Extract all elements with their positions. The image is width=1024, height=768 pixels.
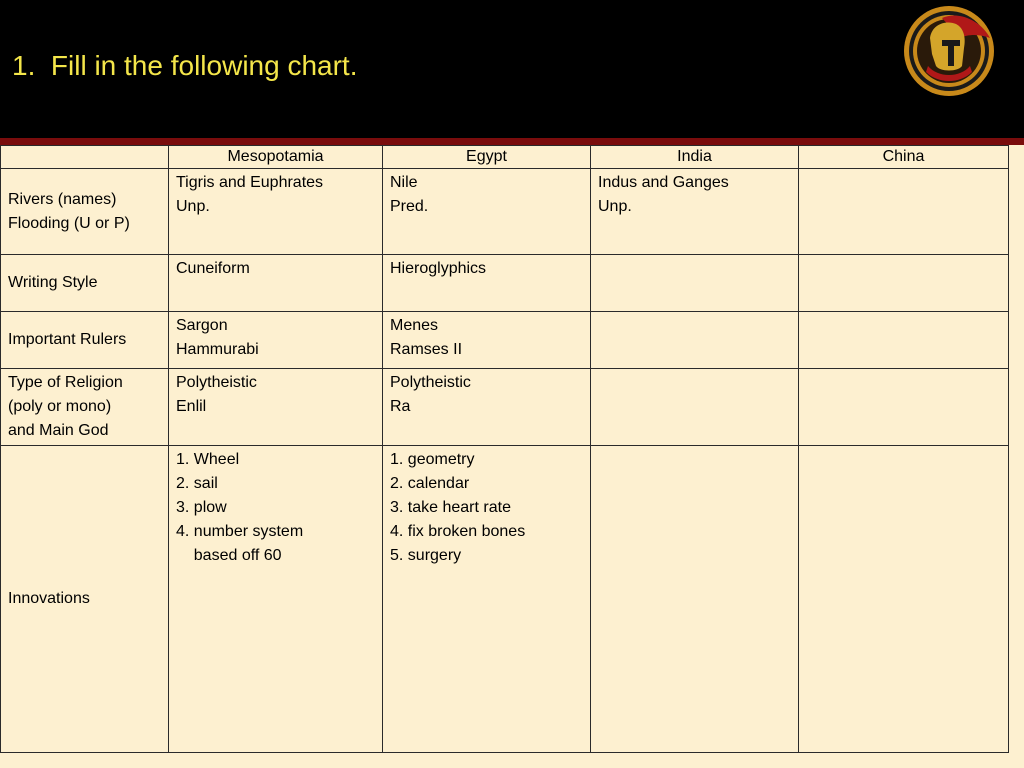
row-header-rivers [1,169,169,255]
cell-india-innovations [591,446,799,753]
cell-mesopotamia-religion [169,369,383,446]
cell-line: 5. surgery [390,547,462,564]
cell-line: 4. fix broken bones [390,523,526,540]
row-header-line: Writing Style [8,274,98,291]
cell-egypt-innovations [383,446,591,753]
row-header-line: (poly or mono) [8,398,112,415]
slide-title: 1. Fill in the following chart. [12,50,358,81]
row-header-writing-style [1,255,169,312]
row-header-line: Rivers (names) [8,190,117,208]
cell-mesopotamia-innovations [169,446,383,753]
column-header-egypt: Egypt [383,146,591,169]
table-header-row [1,146,1009,169]
cell-line: Pred. [390,198,429,215]
cell-line: 2. calendar [390,475,470,492]
spartan-helmet-logo-icon [902,4,996,98]
table-row-important-rulers [1,312,1009,369]
cell-line: 4. number system [176,523,304,540]
cell-line: Ramses II [390,341,463,358]
cell-line: Polytheistic [390,374,471,391]
cell-line: Sargon [176,317,228,334]
row-header-line: Innovations [8,590,90,607]
cell-china-rulers [799,312,1009,369]
cell-mesopotamia-rulers [169,312,383,369]
table-row-innovations [1,446,1009,753]
cell-mesopotamia-rivers [169,169,383,255]
cell-mesopotamia-writing [169,255,383,312]
cell-line: Tigris and Euphrates [176,174,324,191]
cell-china-writing [799,255,1009,312]
cell-line: Unp. [598,198,632,215]
cell-line: Enlil [176,398,207,415]
cell-line: Cuneiform [176,260,250,277]
cell-line: based off 60 [176,547,282,564]
cell-china-innovations [799,446,1009,753]
cell-line: 1. geometry [390,451,475,468]
row-header-innovations [1,446,169,753]
title-bar-divider [0,138,1024,145]
cell-line: Polytheistic [176,374,257,391]
cell-egypt-writing [383,255,591,312]
row-header-line: Flooding (U or P) [8,214,130,232]
cell-line: 2. sail [176,475,218,492]
cell-egypt-rulers [383,312,591,369]
cell-egypt-rivers [383,169,591,255]
column-header-mesopotamia: Mesopotamia [169,146,383,169]
cell-line: 3. take heart rate [390,499,511,516]
table-row-writing-style [1,255,1009,312]
cell-india-writing [591,255,799,312]
cell-india-religion [591,369,799,446]
cell-line: Hieroglyphics [390,260,487,277]
cell-line: Hammurabi [176,341,259,358]
table-row-religion [1,369,1009,446]
cell-line: Nile [390,174,418,191]
row-header-line: Important Rulers [8,331,127,348]
cell-line: Menes [390,317,439,334]
cell-line: 1. Wheel [176,451,240,468]
cell-line: Indus and Ganges [598,174,729,191]
cell-line: 3. plow [176,499,227,516]
row-header-religion [1,369,169,446]
cell-india-rulers [591,312,799,369]
civilizations-chart [0,145,1009,753]
column-header-china: China [799,146,1009,169]
cell-line: Unp. [176,198,210,215]
cell-china-rivers [799,169,1009,255]
cell-line: Ra [390,398,411,415]
row-header-important-rulers [1,312,169,369]
column-header-corner [1,146,169,169]
table-row-rivers [1,169,1009,255]
cell-china-religion [799,369,1009,446]
cell-egypt-religion [383,369,591,446]
row-header-line: Type of Religion [8,374,123,391]
column-header-india: India [591,146,799,169]
row-header-line: and Main God [8,422,109,439]
cell-india-rivers [591,169,799,255]
